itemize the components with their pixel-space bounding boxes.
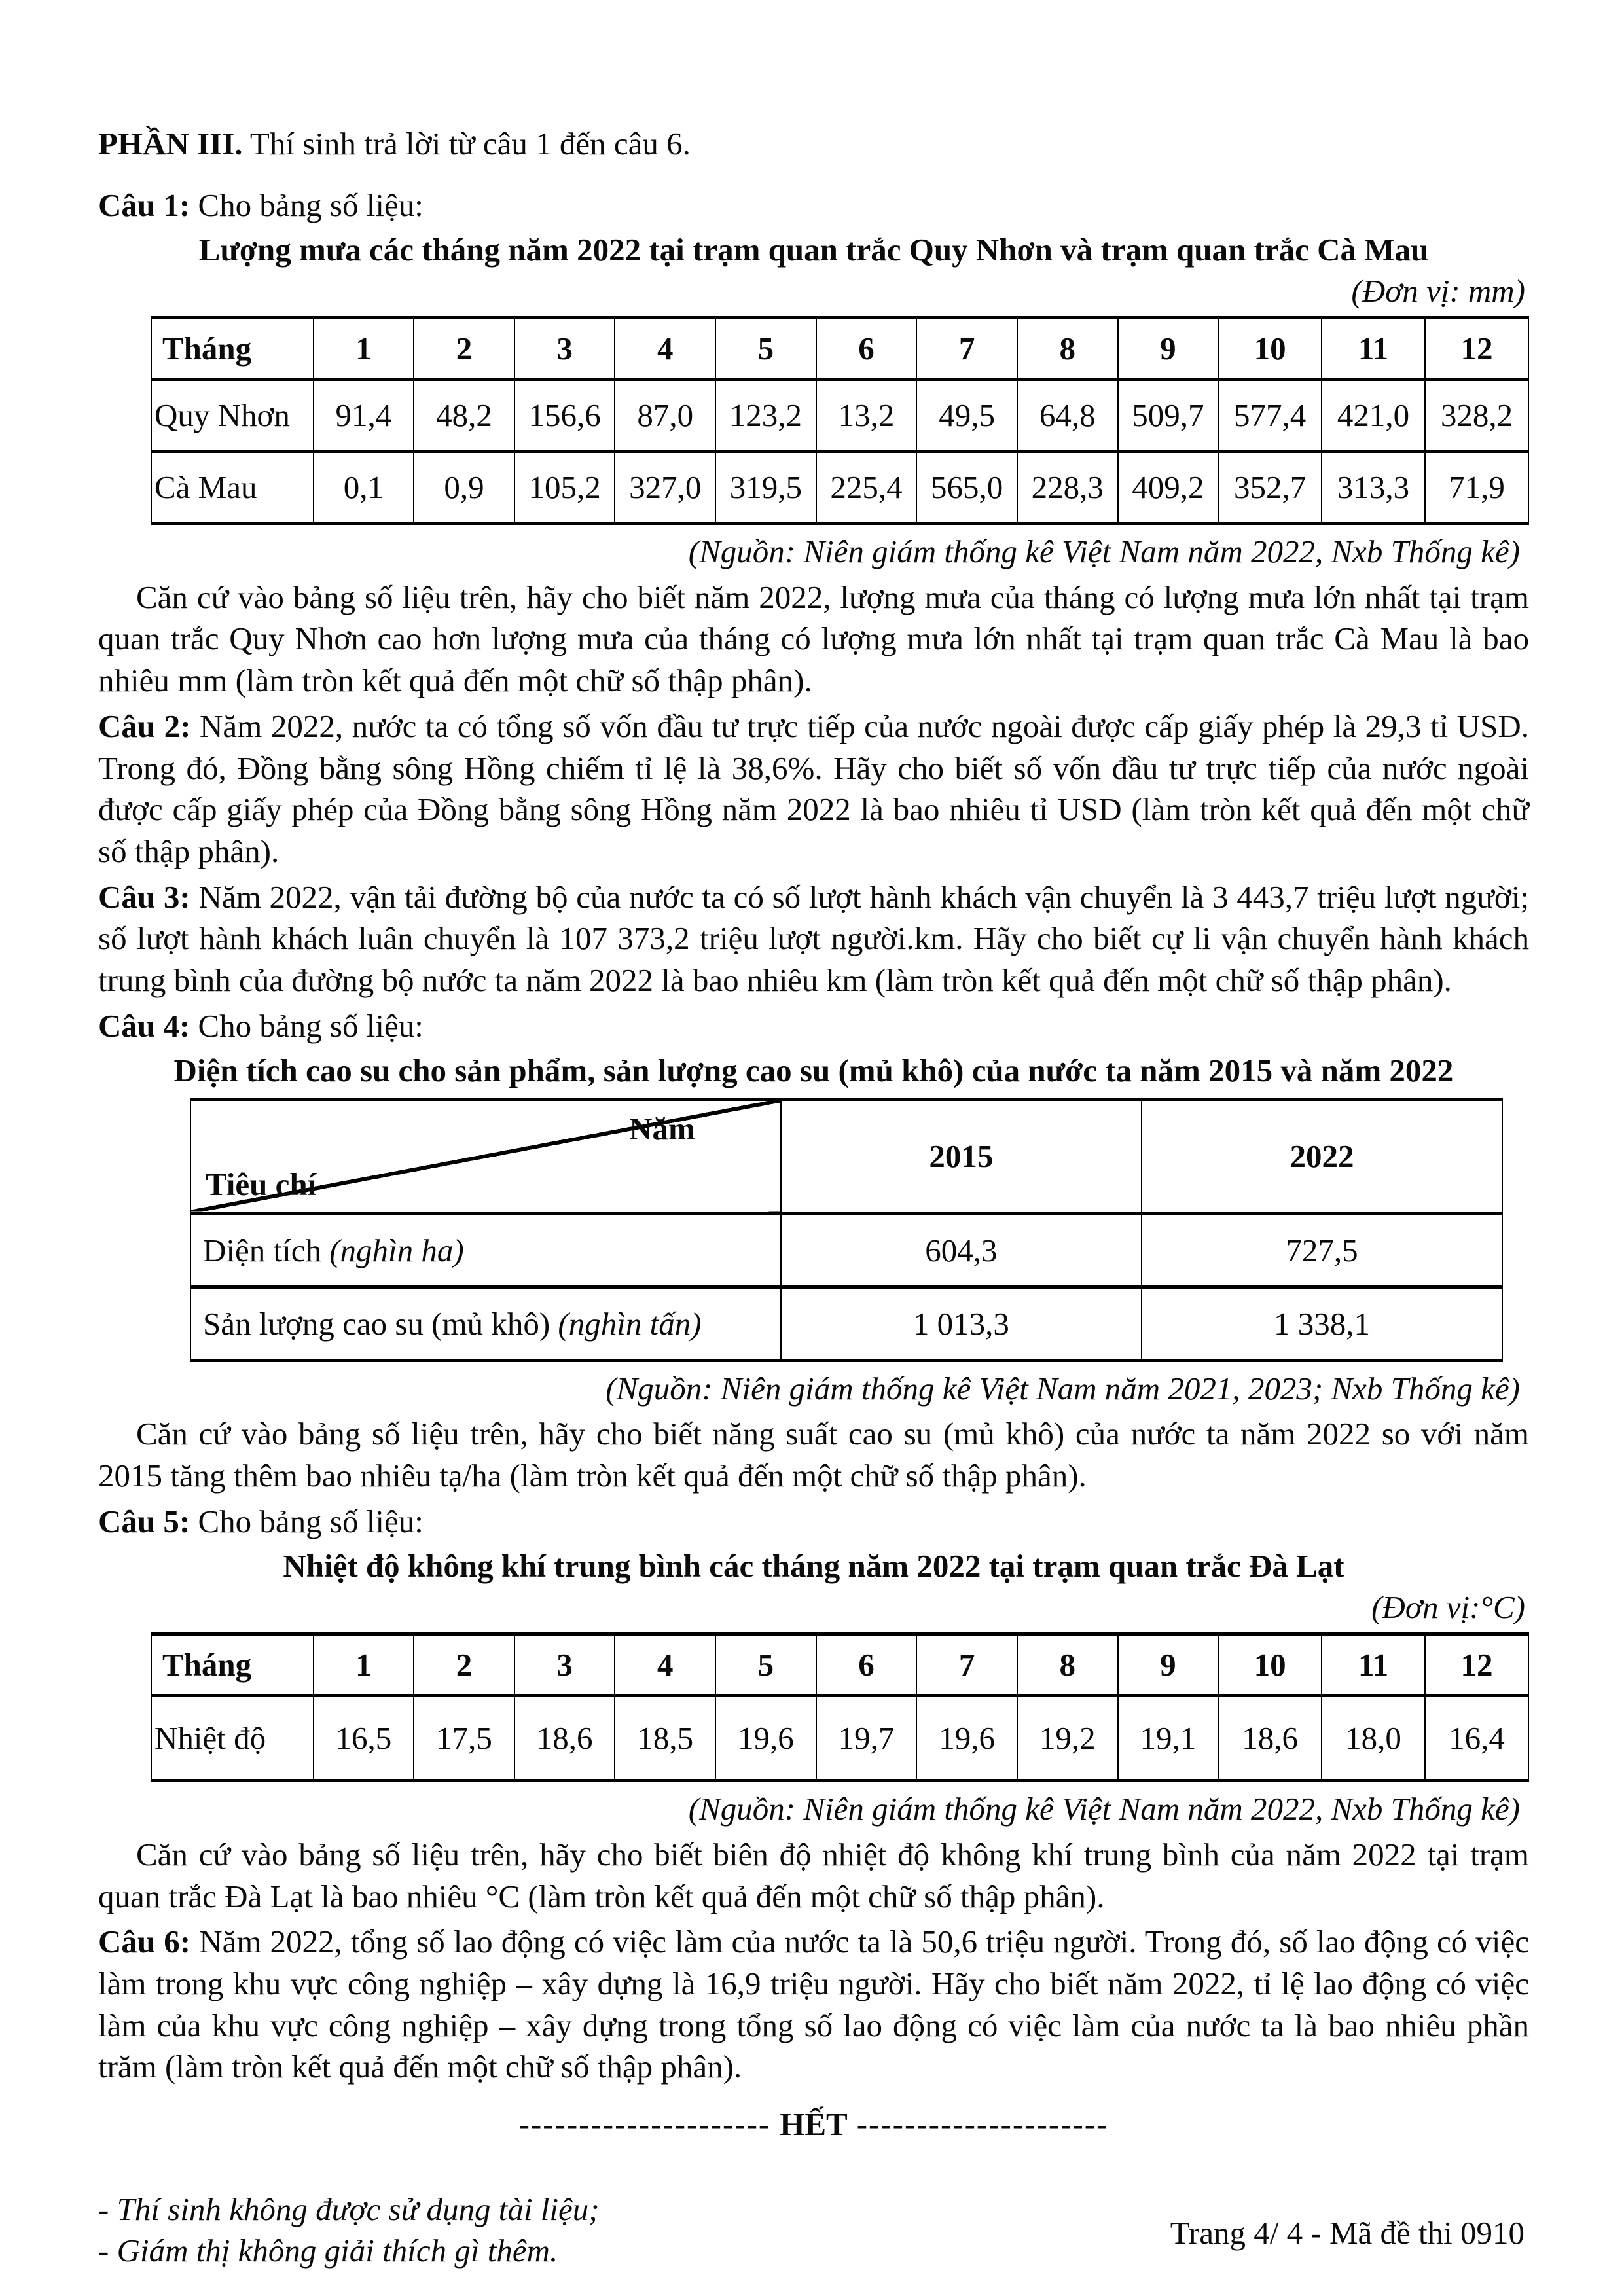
rubber-table — [190, 1098, 1503, 1362]
rainfall-value-cell: 0,1 — [314, 451, 414, 523]
rubber-header-row — [190, 1099, 1502, 1213]
month-cell: 2 — [414, 317, 514, 379]
q5-intro — [98, 1501, 1529, 1543]
q1-intro-text: Cho bảng số liệu: — [190, 187, 424, 223]
q1-unit-note: (Đơn vị: mm) — [1351, 272, 1525, 309]
month-cell: 9 — [1118, 317, 1219, 379]
month-cell: 8 — [1017, 317, 1118, 379]
month-cell: 10 — [1218, 317, 1322, 379]
note-no-explanation: - Giám thị không giải thích gì thêm. — [98, 2233, 558, 2269]
q3-paragraph — [98, 876, 1529, 1001]
end-dashes-right: --------------------- — [856, 2106, 1109, 2142]
rubber-value-cell: 1 013,3 — [781, 1287, 1142, 1360]
q4-table-title: Diện tích cao su cho sản phẩm, sản lượng cao su (mủ khô) của nước ta năm 2015 và năm 2022 — [173, 1052, 1454, 1089]
q1-source: (Nguồn: Niên giám thống kê Việt Nam năm 2022, Nxb Thống kê) — [688, 533, 1520, 569]
rainfall-value-cell: 327,0 — [615, 451, 715, 523]
month-cell: 5 — [715, 317, 816, 379]
q1-label: Câu 1: — [98, 187, 190, 223]
year-cell: 2015 — [781, 1099, 1142, 1213]
rubber-row-area — [190, 1213, 1502, 1287]
rainfall-value-cell: 156,6 — [514, 379, 615, 451]
rainfall-value-cell: 71,9 — [1425, 451, 1528, 523]
rainfall-value-cell: 328,2 — [1425, 379, 1528, 451]
q1-intro — [98, 185, 1529, 226]
month-cell: 10 — [1218, 1634, 1322, 1696]
q1-question: Căn cứ vào bảng số liệu trên, hãy cho biết năm 2022, lượng mưa của tháng có lượng mưa lớn nhất tại trạm quan trắc Quy Nhơn cao hơn lượng mưa của tháng có lượng mưa lớn nhất tại trạm quan trắc Cà Mau là bao nhiêu mm (làm tròn kết quả đến một chữ số thập phân). — [98, 579, 1529, 699]
temperature-value-cell: 19,6 — [715, 1696, 816, 1781]
month-cell: 7 — [916, 1634, 1017, 1696]
part-header — [98, 123, 1529, 165]
q3-label: Câu 3: — [98, 878, 190, 915]
month-cell: 2 — [414, 1634, 514, 1696]
end-dashes-left: --------------------- — [518, 2106, 771, 2142]
month-cell: 11 — [1322, 317, 1425, 379]
q5-label: Câu 5: — [98, 1503, 190, 1539]
temperature-table — [151, 1632, 1529, 1782]
month-cell: 12 — [1425, 1634, 1528, 1696]
criteria-name-cell — [190, 1213, 781, 1287]
rainfall-value-cell: 313,3 — [1322, 451, 1425, 523]
rainfall-value-cell: 123,2 — [715, 379, 816, 451]
rainfall-value-cell: 577,4 — [1218, 379, 1322, 451]
month-cell: 12 — [1425, 317, 1528, 379]
q5-question: Căn cứ vào bảng số liệu trên, hãy cho biết biên độ nhiệt độ không khí trung bình của năm 2022 tại trạm quan trắc Đà Lạt là bao nhiêu °C (làm tròn kết quả đến một chữ số thập phân). — [98, 1836, 1529, 1914]
q6-text: Năm 2022, tổng số lao động có việc làm của nước ta là 50,6 triệu người. Trong đó, số lao động có việc làm trong khu vực công nghiệp – xây dựng là 16,9 triệu người. Hãy cho biết năm 2022, tỉ lệ lao động có việc làm của khu vực công nghiệp – xây dựng trong tổng số lao động có việc làm của nước ta là bao nhiêu phần trăm (làm tròn kết quả đến một chữ số thập phân). — [98, 1924, 1529, 2085]
corner-label-year: Năm — [629, 1110, 695, 1147]
temperature-value-cell: 17,5 — [414, 1696, 514, 1781]
rainfall-value-cell: 225,4 — [816, 451, 917, 523]
temperature-value-cell: 16,5 — [314, 1696, 414, 1781]
row-label-cell: Nhiệt độ — [151, 1696, 314, 1781]
month-header-cell: Tháng — [151, 317, 314, 379]
temperature-row — [151, 1696, 1528, 1781]
rainfall-value-cell: 48,2 — [414, 379, 514, 451]
rainfall-value-cell: 64,8 — [1017, 379, 1118, 451]
month-cell: 1 — [314, 317, 414, 379]
temperature-header-row — [151, 1634, 1528, 1696]
rainfall-value-cell: 49,5 — [916, 379, 1017, 451]
rainfall-row-camau — [151, 451, 1528, 523]
q1-table-title: Lượng mưa các tháng năm 2022 tại trạm quan trắc Quy Nhơn và trạm quan trắc Cà Mau — [198, 232, 1429, 268]
month-cell: 3 — [514, 1634, 615, 1696]
month-cell: 4 — [615, 1634, 715, 1696]
end-marker — [98, 2104, 1529, 2145]
q3-text: Năm 2022, vận tải đường bộ của nước ta có số lượt hành khách vận chuyển là 3 443,7 triệu lượt người; số lượt hành khách luân chuyển là 107 373,2 triệu lượt người.km. Hãy cho biết cự li vận chuyển hành khách trung bình của đường bộ nước ta năm 2022 là bao nhiêu km (làm tròn kết quả đến một chữ số thập phân). — [98, 878, 1529, 998]
q2-text: Năm 2022, nước ta có tổng số vốn đầu tư trực tiếp của nước ngoài được cấp giấy phép là 29,3 tỉ USD. Trong đó, Đồng bằng sông Hồng chiếm tỉ lệ là 38,6%. Hãy cho biết số vốn đầu tư trực tiếp của nước ngoài được cấp giấy phép của Đồng bằng sông Hồng năm 2022 là bao nhiêu tỉ USD (làm tròn kết quả đến một chữ số thập phân). — [98, 708, 1529, 869]
criteria-unit: (nghìn ha) — [329, 1232, 464, 1268]
temperature-value-cell: 19,2 — [1017, 1696, 1118, 1781]
rainfall-header-row — [151, 317, 1528, 379]
criteria-name-cell — [190, 1287, 781, 1360]
rubber-value-cell: 727,5 — [1142, 1213, 1502, 1287]
temperature-value-cell: 18,6 — [1218, 1696, 1322, 1781]
rubber-value-cell: 604,3 — [781, 1213, 1142, 1287]
criteria-name: Sản lượng cao su (mủ khô) — [203, 1305, 558, 1342]
station-name-cell: Quy Nhơn — [151, 379, 314, 451]
q4-intro — [98, 1005, 1529, 1047]
note-no-materials: - Thí sinh không được sử dụng tài liệu; — [98, 2191, 600, 2227]
month-cell: 3 — [514, 317, 615, 379]
rainfall-value-cell: 509,7 — [1118, 379, 1219, 451]
q2-label: Câu 2: — [98, 708, 191, 744]
page-footer: Trang 4/ 4 - Mã đề thi 0910 — [1170, 2215, 1525, 2251]
station-name-cell: Cà Mau — [151, 451, 314, 523]
temperature-value-cell: 19,6 — [916, 1696, 1017, 1781]
temperature-value-cell: 18,0 — [1322, 1696, 1425, 1781]
temperature-value-cell: 19,1 — [1118, 1696, 1219, 1781]
month-cell: 11 — [1322, 1634, 1425, 1696]
q4-question: Căn cứ vào bảng số liệu trên, hãy cho biết năng suất cao su (mủ khô) của nước ta năm 2022 so với năm 2015 tăng thêm bao nhiêu tạ/ha (làm tròn kết quả đến một chữ số thập phân). — [98, 1416, 1529, 1494]
q4-source: (Nguồn: Niên giám thống kê Việt Nam năm 2021, 2023; Nxb Thống kê) — [605, 1370, 1520, 1407]
q5-unit-note: (Đơn vị:°C) — [1371, 1588, 1525, 1625]
month-cell: 1 — [314, 1634, 414, 1696]
rainfall-value-cell: 13,2 — [816, 379, 917, 451]
q4-intro-text: Cho bảng số liệu: — [190, 1007, 424, 1044]
temperature-value-cell: 18,6 — [514, 1696, 615, 1781]
temperature-value-cell: 16,4 — [1425, 1696, 1528, 1781]
rainfall-value-cell: 409,2 — [1118, 451, 1219, 523]
corner-label-criteria: Tiêu chí — [206, 1166, 317, 1202]
q2-paragraph — [98, 706, 1529, 872]
month-cell: 9 — [1118, 1634, 1219, 1696]
end-label: HẾT — [780, 2106, 848, 2142]
rainfall-table — [151, 316, 1529, 525]
criteria-name: Diện tích — [203, 1232, 330, 1268]
month-header-cell: Tháng — [151, 1634, 314, 1696]
q5-source: (Nguồn: Niên giám thống kê Việt Nam năm 2022, Nxb Thống kê) — [688, 1791, 1520, 1827]
rainfall-value-cell: 352,7 — [1218, 451, 1322, 523]
diagonal-header-cell — [190, 1099, 781, 1213]
rainfall-value-cell: 87,0 — [615, 379, 715, 451]
q5-intro-text: Cho bảng số liệu: — [190, 1503, 424, 1539]
month-cell: 5 — [715, 1634, 816, 1696]
rainfall-row-quynhon — [151, 379, 1528, 451]
q4-label: Câu 4: — [98, 1007, 190, 1044]
month-cell: 7 — [916, 317, 1017, 379]
temperature-value-cell: 19,7 — [816, 1696, 917, 1781]
rainfall-value-cell: 565,0 — [916, 451, 1017, 523]
month-cell: 8 — [1017, 1634, 1118, 1696]
temperature-value-cell: 18,5 — [615, 1696, 715, 1781]
part-label: PHẦN III. — [98, 126, 243, 162]
month-cell: 6 — [816, 1634, 917, 1696]
rainfall-value-cell: 0,9 — [414, 451, 514, 523]
q6-label: Câu 6: — [98, 1924, 191, 1960]
month-cell: 4 — [615, 317, 715, 379]
rubber-value-cell: 1 338,1 — [1142, 1287, 1502, 1360]
year-cell: 2022 — [1142, 1099, 1502, 1213]
part-text: Thí sinh trả lời từ câu 1 đến câu 6. — [242, 126, 691, 162]
rainfall-value-cell: 105,2 — [514, 451, 615, 523]
q6-paragraph — [98, 1921, 1529, 2088]
rainfall-value-cell: 228,3 — [1017, 451, 1118, 523]
month-cell: 6 — [816, 317, 917, 379]
q5-table-title: Nhiệt độ không khí trung bình các tháng năm 2022 tại trạm quan trắc Đà Lạt — [283, 1548, 1344, 1585]
rainfall-value-cell: 91,4 — [314, 379, 414, 451]
rainfall-value-cell: 421,0 — [1322, 379, 1425, 451]
criteria-unit: (nghìn tấn) — [558, 1305, 702, 1342]
rubber-row-output — [190, 1287, 1502, 1360]
rainfall-value-cell: 319,5 — [715, 451, 816, 523]
